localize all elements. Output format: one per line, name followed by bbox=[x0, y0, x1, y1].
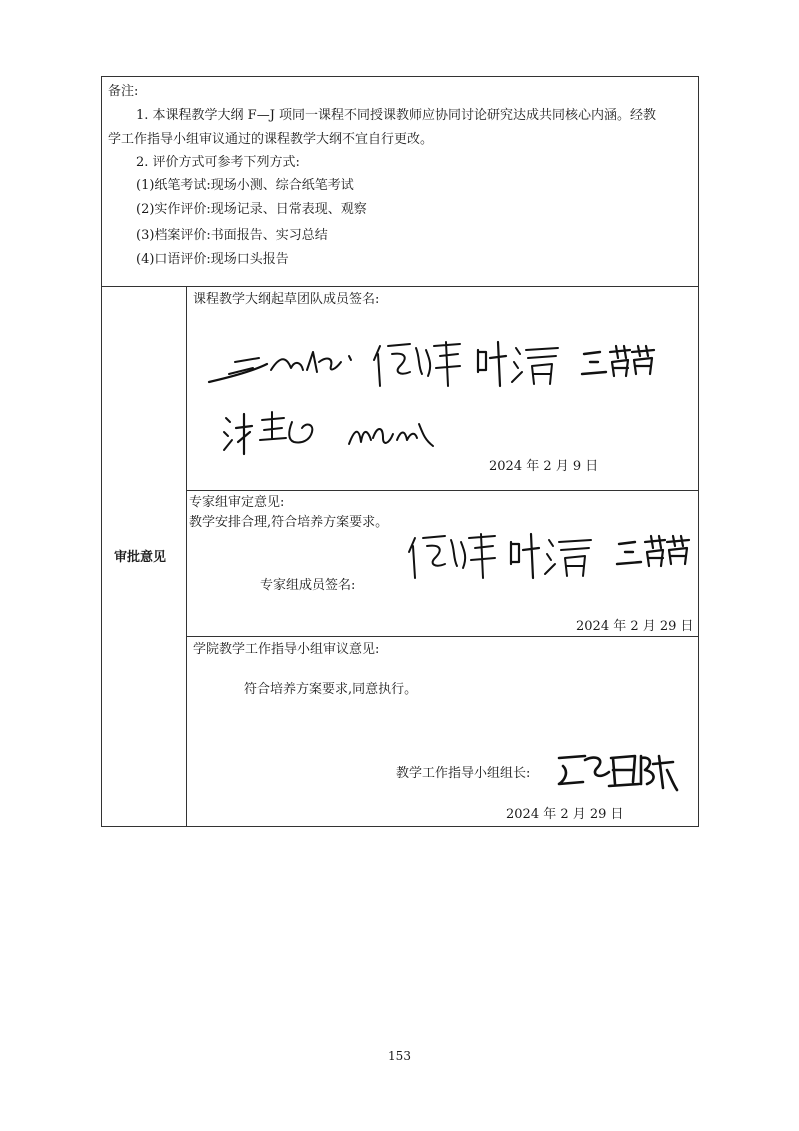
drafting-signature-1 bbox=[205, 340, 355, 390]
drafting-title: 课程教学大纲起草团队成员签名: bbox=[193, 292, 380, 307]
notes-item1-line1: 1. 本课程教学大纲 F—J 项同一课程不同授课教师应协同讨论研究达成共同核心内涵。经教 bbox=[136, 108, 657, 123]
drafting-date: 2024 年 2 月 9 日 bbox=[489, 459, 599, 474]
expert-title: 专家组审定意见: bbox=[189, 495, 285, 510]
divider-label-column bbox=[186, 286, 187, 827]
approval-label: 审批意见 bbox=[114, 550, 167, 565]
college-opinion: 符合培养方案要求,同意执行。 bbox=[244, 682, 418, 697]
college-date: 2024 年 2 月 29 日 bbox=[506, 807, 624, 822]
notes-item2: 2. 评价方式可参考下列方式: bbox=[136, 155, 300, 170]
notes-item1-line2: 学工作指导小组审议通过的课程教学大纲不宜自行更改。 bbox=[108, 132, 434, 147]
expert-sign-label: 专家组成员签名: bbox=[260, 578, 356, 593]
expert-signature-2 bbox=[505, 530, 600, 582]
drafting-signature-4 bbox=[580, 344, 658, 382]
college-sign-label: 教学工作指导小组组长: bbox=[396, 766, 531, 781]
notes-method-1: (1)纸笔考试:现场小测、综合纸笔考试 bbox=[136, 178, 354, 193]
expert-date: 2024 年 2 月 29 日 bbox=[576, 619, 694, 634]
expert-signature-1 bbox=[405, 528, 500, 584]
divider-drafting bbox=[186, 490, 699, 491]
college-leader-signature bbox=[555, 750, 680, 794]
drafting-signature-3 bbox=[472, 338, 567, 390]
notes-method-2: (2)实作评价:现场记录、日常表现、观察 bbox=[136, 202, 367, 217]
notes-method-4: (4)口语评价:现场口头报告 bbox=[136, 252, 289, 267]
drafting-signature-2 bbox=[370, 336, 465, 392]
notes-title: 备注: bbox=[108, 84, 139, 99]
divider-notes bbox=[101, 286, 699, 287]
page-number: 153 bbox=[388, 1049, 411, 1063]
drafting-signature-6 bbox=[345, 418, 435, 450]
notes-method-3: (3)档案评价:书面报告、实习总结 bbox=[136, 228, 328, 243]
drafting-signature-5 bbox=[222, 408, 322, 456]
expert-signature-3 bbox=[615, 534, 693, 572]
college-title: 学院教学工作指导小组审议意见: bbox=[193, 642, 380, 657]
expert-opinion: 教学安排合理,符合培养方案要求。 bbox=[189, 515, 389, 530]
